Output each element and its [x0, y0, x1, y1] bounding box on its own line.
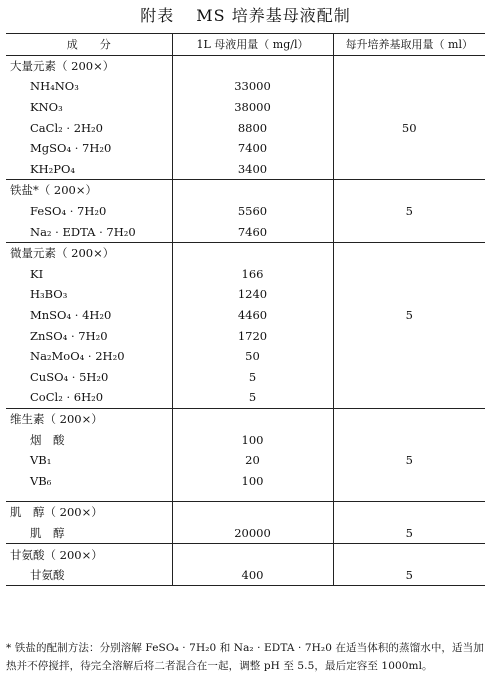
table-row — [6, 76, 485, 97]
table-row — [6, 305, 485, 326]
component-name: VB₁ — [30, 453, 52, 468]
component-name: CuSO₄ · 5H₂0 — [30, 369, 109, 384]
section-per-liter-empty — [333, 408, 485, 429]
title-prefix: 附表 — [140, 6, 175, 25]
component-amount: 5560 — [172, 201, 333, 222]
component-per-liter — [333, 97, 485, 118]
component-per-liter — [333, 387, 485, 408]
table-row — [6, 117, 485, 138]
header-per-liter: 每升培养基取用量（ ml） — [345, 38, 473, 52]
component-name: KI — [30, 266, 44, 281]
component-name: Na₂ · EDTA · 7H₂0 — [30, 224, 136, 239]
section-amount-empty — [172, 242, 333, 263]
component-name: FeSO₄ · 7H₂0 — [30, 204, 107, 219]
page-title — [0, 3, 491, 26]
table-row — [6, 565, 485, 586]
section-amount-empty — [172, 180, 333, 201]
section-name: 微量元素（ 200×） — [6, 242, 172, 263]
component-name: H₃BO₃ — [30, 287, 68, 302]
component-name: Na₂MoO₄ · 2H₂0 — [30, 349, 125, 364]
component-amount: 5 — [172, 387, 333, 408]
component-amount: 400 — [172, 565, 333, 586]
section-amount-empty — [172, 544, 333, 565]
table-row — [6, 470, 485, 491]
component-amount: 50 — [172, 346, 333, 367]
component-per-liter: 5 — [405, 308, 413, 323]
section-amount-empty — [172, 55, 333, 76]
component-per-liter — [333, 429, 485, 450]
section-amount-empty — [172, 408, 333, 429]
section-per-liter-empty — [333, 242, 485, 263]
spacer-cell — [333, 491, 485, 502]
component-name: KH₂PO₄ — [30, 161, 76, 176]
section-header-row — [6, 408, 485, 429]
component-name: VB₆ — [30, 473, 52, 488]
table-row — [6, 429, 485, 450]
component-per-liter — [333, 325, 485, 346]
section-per-liter-empty — [333, 544, 485, 565]
component-amount: 3400 — [172, 159, 333, 180]
section-name: 维生素（ 200×） — [6, 408, 172, 429]
ms-medium-table — [6, 33, 485, 586]
component-per-liter — [333, 470, 485, 491]
section-amount-empty — [172, 502, 333, 523]
component-per-liter: 5 — [333, 565, 485, 586]
component-amount: 20 — [172, 450, 333, 471]
component-per-liter — [333, 264, 485, 285]
component-name: ZnSO₄ · 7H₂0 — [30, 328, 108, 343]
component-amount: 100 — [172, 470, 333, 491]
table-row — [6, 159, 485, 180]
title-main: MS 培养基母液配制 — [196, 6, 351, 25]
section-name: 甘氨酸（ 200×） — [6, 544, 172, 565]
section-header-row — [6, 502, 485, 523]
section-header-row — [6, 242, 485, 263]
component-amount: 166 — [172, 264, 333, 285]
table-body — [6, 55, 485, 586]
component-name: MnSO₄ · 4H₂0 — [30, 308, 112, 323]
table-row — [6, 387, 485, 408]
component-amount: 20000 — [172, 523, 333, 544]
table-row — [6, 523, 485, 544]
section-header-row — [6, 544, 485, 565]
component-amount: 38000 — [172, 97, 333, 118]
component-per-liter: 50 — [401, 120, 417, 135]
header-amount: 1L 母液用量（ mg/l） — [172, 34, 333, 56]
spacer-cell — [6, 491, 172, 502]
component-per-liter — [333, 346, 485, 367]
footnote: * 铁盐的配制方法：分别溶解 FeSO₄ · 7H₂0 和 Na₂ · EDTA · 7H₂0 在适当体积的蒸馏水中，适当加热并不停搅拌，待完全溶解后将二者混合在一起，调整 pH 至 5.5，最后定容至 1000ml。 — [6, 642, 484, 672]
section-header-row — [6, 180, 485, 201]
component-amount: 4460 — [172, 305, 333, 326]
table-row — [6, 367, 485, 388]
component-amount: 33000 — [172, 76, 333, 97]
section-header-row — [6, 55, 485, 76]
component-amount: 7400 — [172, 138, 333, 159]
table-row — [6, 221, 485, 242]
component-amount: 1240 — [172, 284, 333, 305]
component-per-liter — [333, 159, 485, 180]
component-name: CoCl₂ · 6H₂0 — [30, 390, 104, 405]
component-per-liter — [333, 138, 485, 159]
section-per-liter-empty — [333, 180, 485, 201]
spacer-row — [6, 491, 485, 502]
component-name: 烟 酸 — [30, 432, 65, 447]
component-amount: 1720 — [172, 325, 333, 346]
header-component: 成 分 — [66, 38, 111, 52]
component-name: 肌 醇 — [30, 525, 65, 540]
spacer-cell — [172, 491, 333, 502]
section-per-liter-empty — [333, 55, 485, 76]
table-row — [6, 138, 485, 159]
table-row — [6, 97, 485, 118]
table-row — [6, 325, 485, 346]
header-row — [6, 34, 485, 56]
table-row — [6, 450, 485, 471]
component-per-liter — [333, 76, 485, 97]
section-name: 肌 醇（ 200×） — [6, 502, 172, 523]
section-name: 大量元素（ 200×） — [6, 55, 172, 76]
component-per-liter: 5 — [405, 453, 413, 468]
component-name: MgSO₄ · 7H₂0 — [30, 141, 112, 156]
component-per-liter — [333, 284, 485, 305]
component-per-liter — [333, 367, 485, 388]
component-amount: 100 — [172, 429, 333, 450]
section-name: 铁盐*（ 200×） — [6, 180, 172, 201]
component-name: CaCl₂ · 2H₂0 — [30, 120, 103, 135]
component-amount: 5 — [172, 367, 333, 388]
component-per-liter: 5 — [405, 204, 413, 219]
section-per-liter-empty — [333, 502, 485, 523]
table-row — [6, 264, 485, 285]
component-per-liter: 5 — [405, 525, 413, 540]
table-row — [6, 201, 485, 222]
component-name: 甘氨酸 — [6, 565, 172, 586]
component-name: KNO₃ — [30, 100, 63, 115]
table-row — [6, 346, 485, 367]
component-amount: 8800 — [172, 117, 333, 138]
table-row — [6, 284, 485, 305]
component-per-liter — [333, 221, 485, 242]
component-amount: 7460 — [172, 221, 333, 242]
component-name: NH₄NO₃ — [30, 79, 79, 94]
